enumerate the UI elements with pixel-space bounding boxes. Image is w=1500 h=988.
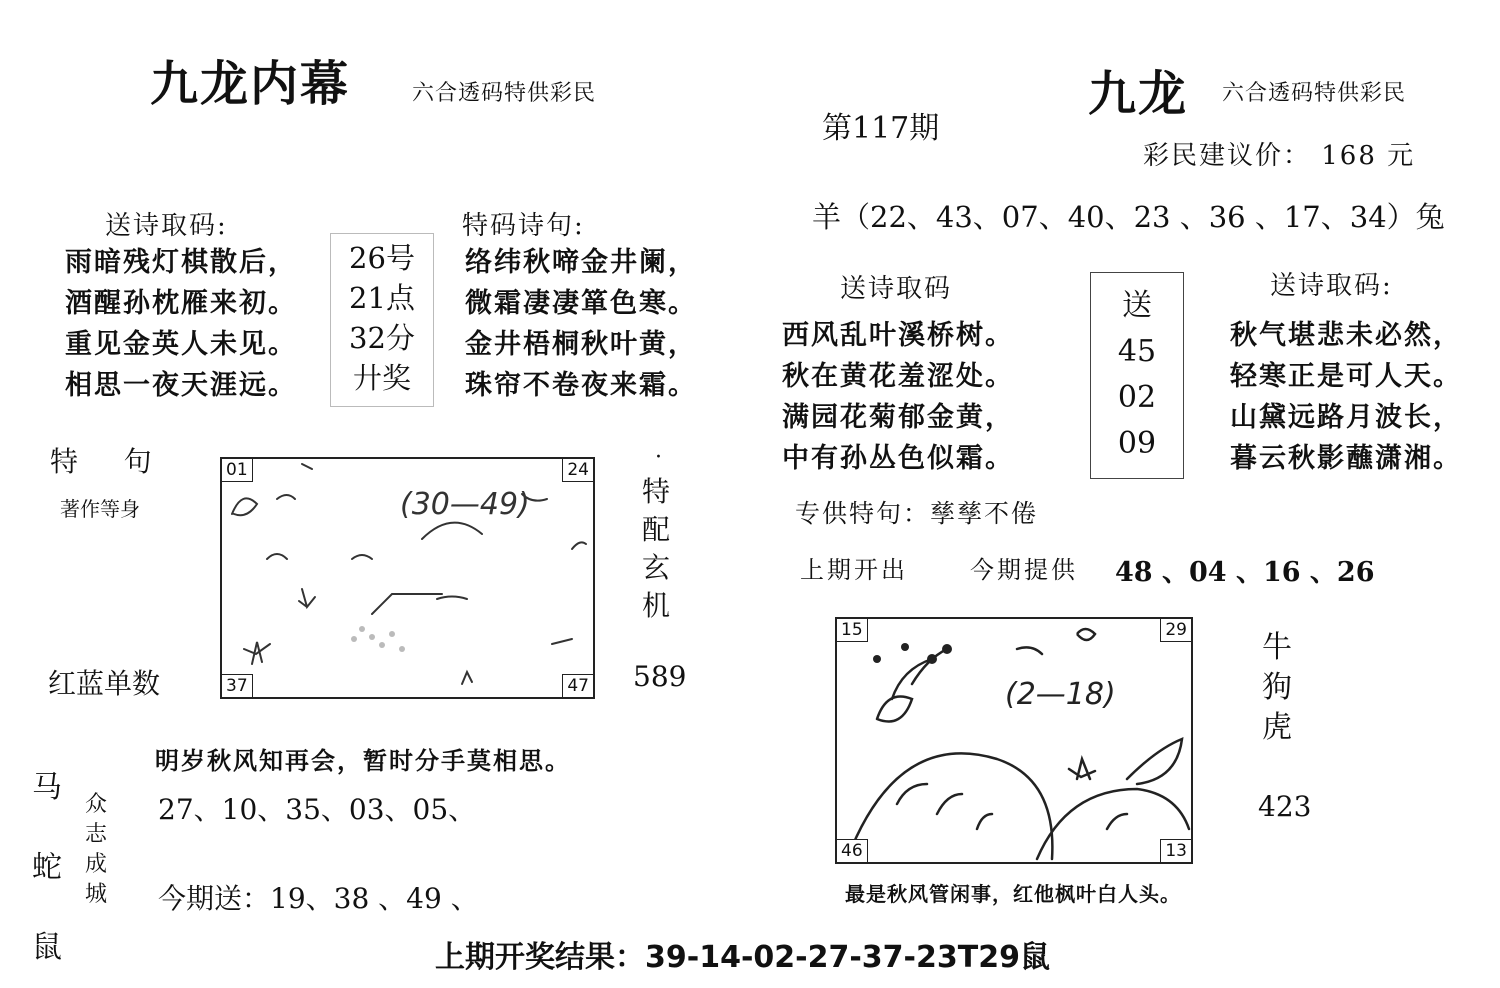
red-blue-label: 红蓝单数 [48, 667, 161, 700]
corner-number-bottom-right: 13 [1160, 839, 1192, 863]
draw-time-line: 廾奖 [352, 361, 411, 395]
left-title: 九龙内幕 [150, 56, 351, 112]
poem-line: 络纬秋啼金井阑， [465, 247, 697, 278]
right-poem-left [782, 315, 1014, 479]
last-issue-label: 上期开出 [800, 556, 908, 584]
provide-numbers: 48 、04 、16 、26 [1115, 557, 1375, 588]
sketch-drawing [837, 619, 1191, 862]
number-range-row: 羊（22、43、07、40、23 、36 、17、34）兔 [812, 200, 1445, 234]
draw-time-line: 32分 [349, 321, 415, 355]
poem-line: 雨暗残灯棋散后， [65, 247, 297, 278]
send-row: 今期送：19、38 、49 、 [158, 882, 479, 915]
suggested-price: 彩民建议价： 168 元 [1143, 141, 1416, 171]
corner-number-bottom-left: 46 [836, 839, 868, 863]
send-box-line: 45 [1117, 334, 1157, 369]
last-draw-result: 上期开奖结果：39-14-02-27-37-23T29鼠 [435, 940, 1050, 975]
poem-line: 轻寒正是可人天。 [1230, 361, 1462, 392]
draw-time-line: 26号 [349, 241, 415, 275]
corner-number-bottom-right: 47 [562, 674, 594, 698]
issue-number: 第117期 [822, 111, 940, 146]
animal-text: 狗 [1262, 670, 1292, 705]
sketch-image-left [220, 457, 595, 699]
left-animal-column [32, 748, 62, 988]
left-poem-heading: 送诗取码: [105, 211, 228, 241]
poem-line: 相思一夜天涯远。 [65, 370, 297, 401]
sketch-image-right [835, 617, 1193, 864]
animal-text: 牛 [1262, 630, 1292, 665]
send-box-line: 02 [1117, 380, 1157, 415]
side-dot: · [655, 445, 662, 470]
sketch-number-range: (30—49) [400, 487, 530, 522]
send-box-line: 09 [1117, 426, 1157, 461]
poem-line: 中有孙丛色似霜。 [782, 443, 1014, 474]
poem-line: 金井梧桐秋叶黄， [465, 329, 697, 360]
poem-line: 微霜凄凄箪色寒。 [465, 288, 697, 319]
draw-time-box [330, 233, 434, 407]
numbers-row: 27、10、35、03、05、 [158, 793, 477, 826]
left-subtitle: 六合透码特供彩民 [412, 81, 597, 106]
send-numbers-box [1090, 272, 1184, 479]
special-line: 专供特句：孳孳不倦 [795, 499, 1039, 528]
right-title: 九龙 [1088, 66, 1189, 122]
draw-time-line: 21点 [349, 281, 415, 315]
poem-line: 重见金英人未见。 [65, 329, 297, 360]
poem-line: 暮云秋影蘸潇湘。 [1230, 443, 1462, 474]
left-poem [65, 242, 297, 406]
corner-number-bottom-left: 37 [221, 674, 253, 698]
animal-text: 虎 [1262, 710, 1292, 745]
special-label: 特 句 [50, 445, 154, 478]
right-poem-heading-right: 送诗取码: [1270, 271, 1393, 301]
right-poem-right [1230, 315, 1462, 479]
poem-line: 山黛远路月波长， [1230, 402, 1462, 433]
corner-number-top-left: 15 [836, 618, 868, 642]
poem-line: 珠帘不卷夜来霜。 [465, 370, 697, 401]
poem-line: 秋在黄花羞涩处。 [782, 361, 1014, 392]
red-blue-value: 589 [633, 660, 687, 693]
poem-line: 满园花菊郁金黄， [782, 402, 1014, 433]
right-subtitle: 六合透码特供彩民 [1222, 81, 1407, 106]
right-animal-column [1262, 628, 1292, 748]
animal-text: 蛇 [32, 850, 62, 885]
corner-number-top-right: 24 [562, 458, 594, 482]
corner-number-top-right: 29 [1160, 618, 1192, 642]
tema-heading: 特码诗句: [462, 211, 585, 241]
animal-text: 马 [32, 770, 62, 805]
right-side-number: 423 [1258, 790, 1312, 823]
poem-line: 酒醒孙枕雁来初。 [65, 288, 297, 319]
poem-line: 秋气堪悲未必然， [1230, 320, 1462, 351]
corner-number-top-left: 01 [221, 458, 253, 482]
animal-text: 鼠 [32, 930, 62, 965]
side-vertical-text: 特配玄机 [641, 475, 670, 622]
special-text: 著作等身 [60, 497, 140, 521]
poem-line: 西风乱叶溪桥树。 [782, 320, 1014, 351]
tema-poem [465, 242, 697, 406]
right-poem-heading-left: 送诗取码 [840, 274, 953, 304]
send-box-line: 送 [1122, 288, 1152, 323]
poem-line-2: 明岁秋风知再会，暂时分手莫相思。 [155, 746, 571, 775]
sketch-number-range: (2—18) [1005, 677, 1116, 712]
zhongzhi-vertical: 众志成城 [84, 792, 107, 907]
provide-label: 今期提供 [970, 556, 1078, 584]
image-caption: 最是秋风管闲事，红他枫叶白人头。 [845, 882, 1181, 906]
